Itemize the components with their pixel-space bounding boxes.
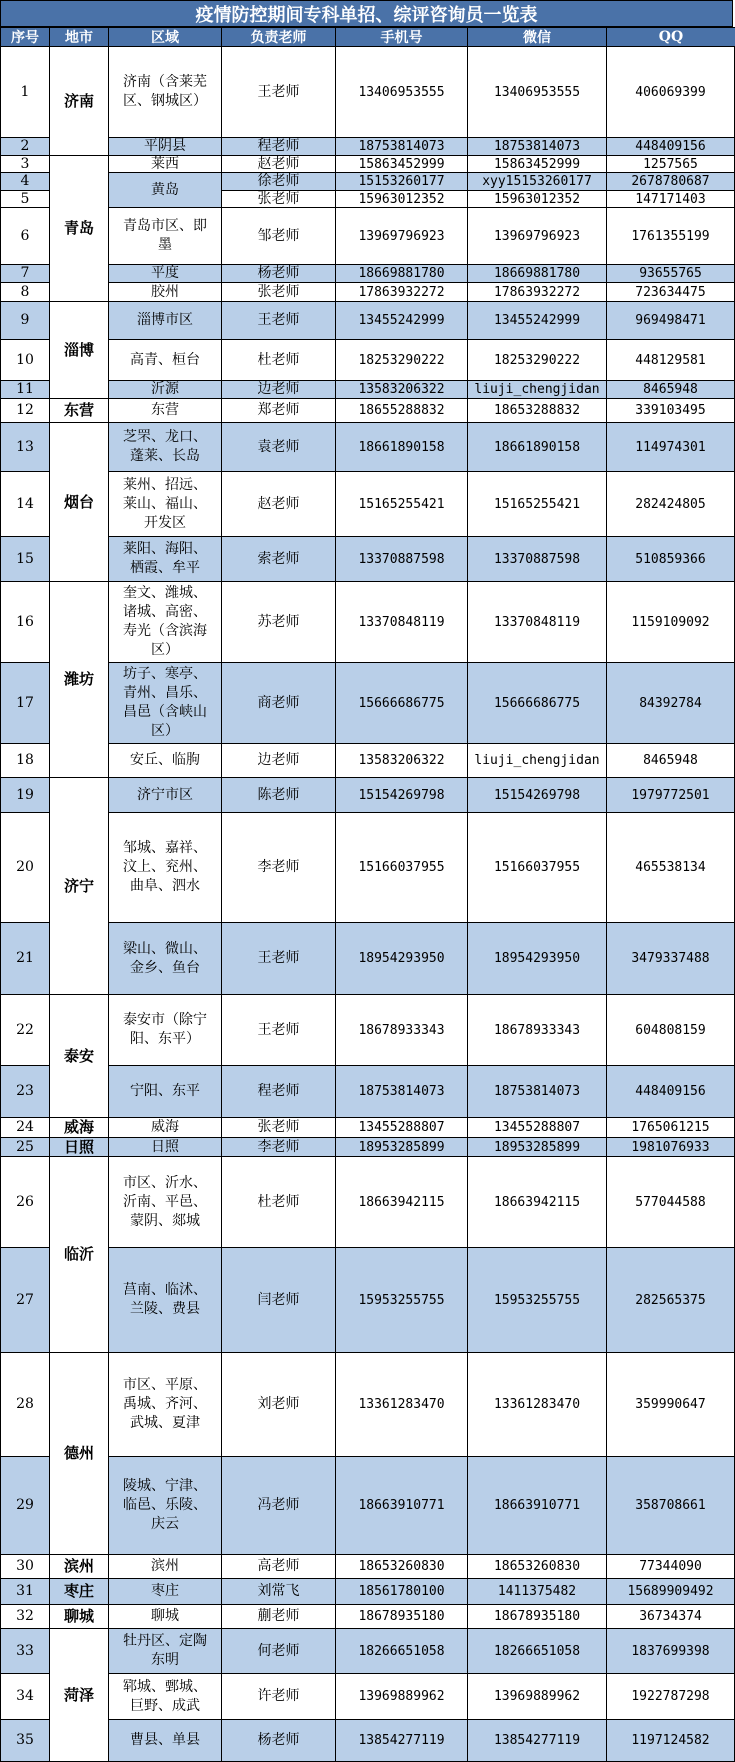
qq-cell[interactable]: 510859366 [606,536,735,582]
row-number: 15 [0,536,50,582]
qq-cell[interactable]: 282565375 [606,1247,735,1353]
city-cell: 菏泽 [49,1628,109,1762]
qq-cell[interactable]: 604808159 [606,994,735,1066]
row-number: 18 [0,743,50,778]
qq-cell[interactable]: 147171403 [606,190,735,208]
wechat-cell[interactable]: 18663942115 [467,1156,607,1248]
region-cell: 市区、沂水、 沂南、平邑、 蒙阴、郯城 [108,1156,222,1248]
wechat-cell[interactable]: 15953255755 [467,1247,607,1353]
header-qq: QQ [606,27,735,47]
qq-cell[interactable]: 36734374 [606,1604,735,1629]
city-cell: 聊城 [49,1604,109,1629]
header-no: 序号 [0,27,50,47]
city-cell: 烟台 [49,422,109,582]
city-cell: 潍坊 [49,581,109,778]
teacher-cell: 袁老师 [221,422,336,472]
teacher-cell: 杨老师 [221,264,336,283]
region-cell: 济南（含莱芜 区、钢城区） [108,46,222,138]
phone-cell[interactable]: 18678935180 [335,1604,468,1629]
region-cell: 泰安市（除宁 阳、东平） [108,994,222,1066]
row-number: 13 [0,422,50,472]
region-cell: 胶州 [108,282,222,302]
wechat-cell[interactable]: 18678935180 [467,1604,607,1629]
wechat-cell[interactable]: 18954293950 [467,922,607,995]
phone-cell[interactable]: 18663942115 [335,1156,468,1248]
qq-cell[interactable]: 93655765 [606,264,735,283]
row-number: 12 [0,398,50,423]
teacher-cell: 苏老师 [221,581,336,663]
phone-cell[interactable]: 15963012352 [335,190,468,208]
header-wechat: 微信 [467,27,607,47]
row-number: 34 [0,1673,50,1720]
region-cell: 枣庄 [108,1578,222,1605]
row-number: 27 [0,1247,50,1353]
phone-cell[interactable]: 15154269798 [335,777,468,813]
teacher-cell: 冯老师 [221,1456,336,1555]
region-cell: 莱阳、海阳、 栖霞、牟平 [108,536,222,582]
wechat-cell[interactable]: 13455242999 [467,301,607,340]
city-cell: 泰安 [49,994,109,1118]
teacher-cell: 李老师 [221,1137,336,1157]
wechat-cell[interactable]: 13370848119 [467,581,607,663]
region-cell: 黄岛 [108,172,222,208]
row-number: 31 [0,1578,50,1605]
row-number: 26 [0,1156,50,1248]
teacher-cell: 高老师 [221,1554,336,1579]
qq-cell[interactable]: 77344090 [606,1554,735,1579]
region-cell: 梁山、微山、 金乡、鱼台 [108,922,222,995]
phone-cell[interactable]: 15863452999 [335,155,468,173]
phone-cell[interactable]: 18653260830 [335,1554,468,1579]
phone-cell[interactable]: 18669881780 [335,264,468,283]
wechat-cell[interactable]: 18653260830 [467,1554,607,1579]
wechat-cell[interactable]: 17863932272 [467,282,607,302]
teacher-cell: 陈老师 [221,777,336,813]
teacher-cell: 王老师 [221,922,336,995]
wechat-cell[interactable]: liuji_chengjidan [467,743,607,778]
city-cell: 临沂 [49,1156,109,1353]
wechat-cell[interactable]: 18253290222 [467,339,607,381]
region-cell: 安丘、临朐 [108,743,222,778]
row-number: 16 [0,581,50,663]
region-cell: 平阴县 [108,137,222,156]
wechat-cell[interactable]: 18663910771 [467,1456,607,1555]
row-number: 32 [0,1604,50,1629]
row-number: 17 [0,662,50,744]
row-number: 8 [0,282,50,302]
city-cell: 德州 [49,1352,109,1555]
region-cell: 沂源 [108,380,222,399]
teacher-cell: 蒯老师 [221,1604,336,1629]
qq-cell[interactable]: 723634475 [606,282,735,302]
qq-cell[interactable]: 448409156 [606,1065,735,1118]
phone-cell[interactable]: 18954293950 [335,922,468,995]
teacher-cell: 杜老师 [221,339,336,381]
phone-cell[interactable]: 18655288832 [335,398,468,423]
header-phone: 手机号 [335,27,468,47]
qq-cell[interactable]: 8465948 [606,743,735,778]
row-number: 25 [0,1137,50,1157]
wechat-cell[interactable]: 15166037955 [467,812,607,923]
teacher-cell: 许老师 [221,1673,336,1720]
phone-cell[interactable]: 18753814073 [335,137,468,156]
teacher-cell: 郑老师 [221,398,336,423]
city-cell: 枣庄 [49,1578,109,1605]
teacher-cell: 邹老师 [221,207,336,265]
region-cell: 奎文、潍城、 诸城、高密、 寿光（含滨海 区） [108,581,222,663]
row-number: 35 [0,1719,50,1762]
row-number: 19 [0,777,50,813]
qq-cell[interactable]: 1159109092 [606,581,735,663]
phone-cell[interactable]: 13370887598 [335,536,468,582]
city-cell: 青岛 [49,155,109,302]
row-number: 30 [0,1554,50,1579]
phone-cell[interactable]: 13406953555 [335,46,468,138]
phone-cell[interactable]: 18663910771 [335,1456,468,1555]
phone-cell[interactable]: 18266651058 [335,1628,468,1674]
row-number: 1 [0,46,50,138]
phone-cell[interactable]: 18678933343 [335,994,468,1066]
qq-cell[interactable]: 3479337488 [606,922,735,995]
region-cell: 日照 [108,1137,222,1157]
qq-cell[interactable]: 8465948 [606,380,735,399]
wechat-cell[interactable]: 13969889962 [467,1673,607,1720]
region-cell: 坊子、寒亭、 青州、昌乐、 昌邑（含峡山 区） [108,662,222,744]
qq-cell[interactable]: 359990647 [606,1352,735,1457]
teacher-cell: 刘老师 [221,1352,336,1457]
sheet-title: 疫情防控期间专科单招、综评咨询员一览表 [0,0,733,27]
wechat-cell[interactable]: 13969796923 [467,207,607,265]
row-number: 14 [0,471,50,537]
row-number: 28 [0,1352,50,1457]
wechat-cell[interactable]: xyy15153260177 [467,172,607,191]
wechat-cell[interactable]: 13455288807 [467,1117,607,1138]
teacher-cell: 张老师 [221,282,336,302]
phone-cell[interactable]: 15153260177 [335,172,468,191]
region-cell: 邹城、嘉祥、 汶上、兖州、 曲阜、泗水 [108,812,222,923]
wechat-cell[interactable]: 1411375482 [467,1578,607,1605]
qq-cell[interactable]: 1197124582 [606,1719,735,1762]
wechat-cell[interactable]: 18678933343 [467,994,607,1066]
qq-cell[interactable]: 1979772501 [606,777,735,813]
wechat-cell[interactable]: 15666686775 [467,662,607,744]
qq-cell[interactable]: 1765061215 [606,1117,735,1138]
header-region: 区域 [108,27,222,47]
region-cell: 郓城、鄄城、 巨野、成武 [108,1673,222,1720]
teacher-cell: 闫老师 [221,1247,336,1353]
region-cell: 滨州 [108,1554,222,1579]
qq-cell[interactable]: 358708661 [606,1456,735,1555]
teacher-cell: 边老师 [221,380,336,399]
wechat-cell[interactable]: 15154269798 [467,777,607,813]
teacher-cell: 张老师 [221,190,336,208]
qq-cell[interactable]: 448129581 [606,339,735,381]
qq-cell[interactable]: 465538134 [606,812,735,923]
row-number: 24 [0,1117,50,1138]
region-cell: 莱州、招远、 莱山、福山、 开发区 [108,471,222,537]
row-number: 29 [0,1456,50,1555]
qq-cell[interactable]: 1761355199 [606,207,735,265]
wechat-cell[interactable]: 18953285899 [467,1137,607,1157]
row-number: 22 [0,994,50,1066]
row-number: 23 [0,1065,50,1118]
city-cell: 滨州 [49,1554,109,1579]
wechat-cell[interactable]: 15963012352 [467,190,607,208]
wechat-cell[interactable]: 18661890158 [467,422,607,472]
row-number: 11 [0,380,50,399]
phone-cell[interactable]: 15166037955 [335,812,468,923]
teacher-cell: 李老师 [221,812,336,923]
row-number: 5 [0,190,50,208]
wechat-cell[interactable]: 13370887598 [467,536,607,582]
teacher-cell: 商老师 [221,662,336,744]
teacher-cell: 赵老师 [221,155,336,173]
teacher-cell: 何老师 [221,1628,336,1674]
teacher-cell: 王老师 [221,301,336,340]
phone-cell[interactable]: 18953285899 [335,1137,468,1157]
phone-cell[interactable]: 18253290222 [335,339,468,381]
wechat-cell[interactable]: 15863452999 [467,155,607,173]
region-cell: 淄博市区 [108,301,222,340]
region-cell: 济宁市区 [108,777,222,813]
qq-cell[interactable]: 969498471 [606,301,735,340]
qq-cell[interactable]: 406069399 [606,46,735,138]
wechat-cell[interactable]: 18669881780 [467,264,607,283]
teacher-cell: 杜老师 [221,1156,336,1248]
city-cell: 淄博 [49,301,109,399]
phone-cell[interactable]: 18753814073 [335,1065,468,1118]
region-cell: 陵城、宁津、 临邑、乐陵、 庆云 [108,1456,222,1555]
row-number: 2 [0,137,50,156]
region-cell: 牡丹区、定陶 东明 [108,1628,222,1674]
phone-cell[interactable]: 18661890158 [335,422,468,472]
teacher-cell: 赵老师 [221,471,336,537]
phone-cell[interactable]: 13455242999 [335,301,468,340]
qq-cell[interactable]: 15689909492 [606,1578,735,1605]
row-number: 6 [0,207,50,265]
wechat-cell[interactable]: 13361283470 [467,1352,607,1457]
region-cell: 威海 [108,1117,222,1138]
phone-cell[interactable]: 15666686775 [335,662,468,744]
region-cell: 曹县、单县 [108,1719,222,1762]
teacher-cell: 程老师 [221,1065,336,1118]
phone-cell[interactable]: 18561780100 [335,1578,468,1605]
region-cell: 东营 [108,398,222,423]
row-number: 3 [0,155,50,173]
qq-cell[interactable]: 1837699398 [606,1628,735,1674]
row-number: 33 [0,1628,50,1674]
region-cell: 宁阳、东平 [108,1065,222,1118]
teacher-cell: 张老师 [221,1117,336,1138]
qq-cell[interactable]: 1981076933 [606,1137,735,1157]
phone-cell[interactable]: 17863932272 [335,282,468,302]
phone-cell[interactable]: 13583206322 [335,743,468,778]
header-city: 地市 [49,27,109,47]
qq-cell[interactable]: 2678780687 [606,172,735,191]
qq-cell[interactable]: 84392784 [606,662,735,744]
wechat-cell[interactable]: 18753814073 [467,1065,607,1118]
region-cell: 平度 [108,264,222,283]
city-cell: 济南 [49,46,109,156]
phone-cell[interactable]: 13361283470 [335,1352,468,1457]
region-cell: 青岛市区、即 墨 [108,207,222,265]
phone-cell[interactable]: 13370848119 [335,581,468,663]
teacher-cell: 边老师 [221,743,336,778]
phone-cell[interactable]: 13969796923 [335,207,468,265]
teacher-cell: 索老师 [221,536,336,582]
phone-cell[interactable]: 13583206322 [335,380,468,399]
phone-cell[interactable]: 13455288807 [335,1117,468,1138]
region-cell: 芝罘、龙口、 蓬莱、长岛 [108,422,222,472]
wechat-cell[interactable]: 13406953555 [467,46,607,138]
wechat-cell[interactable]: liuji_chengjidan [467,380,607,399]
wechat-cell[interactable]: 13854277119 [467,1719,607,1762]
qq-cell[interactable]: 114974301 [606,422,735,472]
qq-cell[interactable]: 282424805 [606,471,735,537]
row-number: 10 [0,339,50,381]
teacher-cell: 刘常飞 [221,1578,336,1605]
wechat-cell[interactable]: 18653288832 [467,398,607,423]
teacher-cell: 程老师 [221,137,336,156]
phone-cell[interactable]: 13854277119 [335,1719,468,1762]
teacher-cell: 王老师 [221,46,336,138]
wechat-cell[interactable]: 18266651058 [467,1628,607,1674]
wechat-cell[interactable]: 15165255421 [467,471,607,537]
qq-cell[interactable]: 1922787298 [606,1673,735,1720]
row-number: 4 [0,172,50,191]
city-cell: 东营 [49,398,109,423]
region-cell: 莱西 [108,155,222,173]
row-number: 21 [0,922,50,995]
row-number: 20 [0,812,50,923]
row-number: 7 [0,264,50,283]
wechat-cell[interactable]: 18753814073 [467,137,607,156]
qq-cell[interactable]: 448409156 [606,137,735,156]
qq-cell[interactable]: 339103495 [606,398,735,423]
teacher-cell: 杨老师 [221,1719,336,1762]
phone-cell[interactable]: 13969889962 [335,1673,468,1720]
region-cell: 高青、桓台 [108,339,222,381]
city-cell: 威海 [49,1117,109,1138]
region-cell: 聊城 [108,1604,222,1629]
header-teacher: 负责老师 [221,27,336,47]
region-cell: 莒南、临沭、 兰陵、费县 [108,1247,222,1353]
qq-cell[interactable]: 577044588 [606,1156,735,1248]
teacher-cell: 王老师 [221,994,336,1066]
phone-cell[interactable]: 15953255755 [335,1247,468,1353]
phone-cell[interactable]: 15165255421 [335,471,468,537]
teacher-cell: 徐老师 [221,172,336,191]
region-cell: 市区、平原、 禹城、齐河、 武城、夏津 [108,1352,222,1457]
city-cell: 济宁 [49,777,109,995]
qq-cell[interactable]: 1257565 [606,155,735,173]
city-cell: 日照 [49,1137,109,1157]
row-number: 9 [0,301,50,340]
